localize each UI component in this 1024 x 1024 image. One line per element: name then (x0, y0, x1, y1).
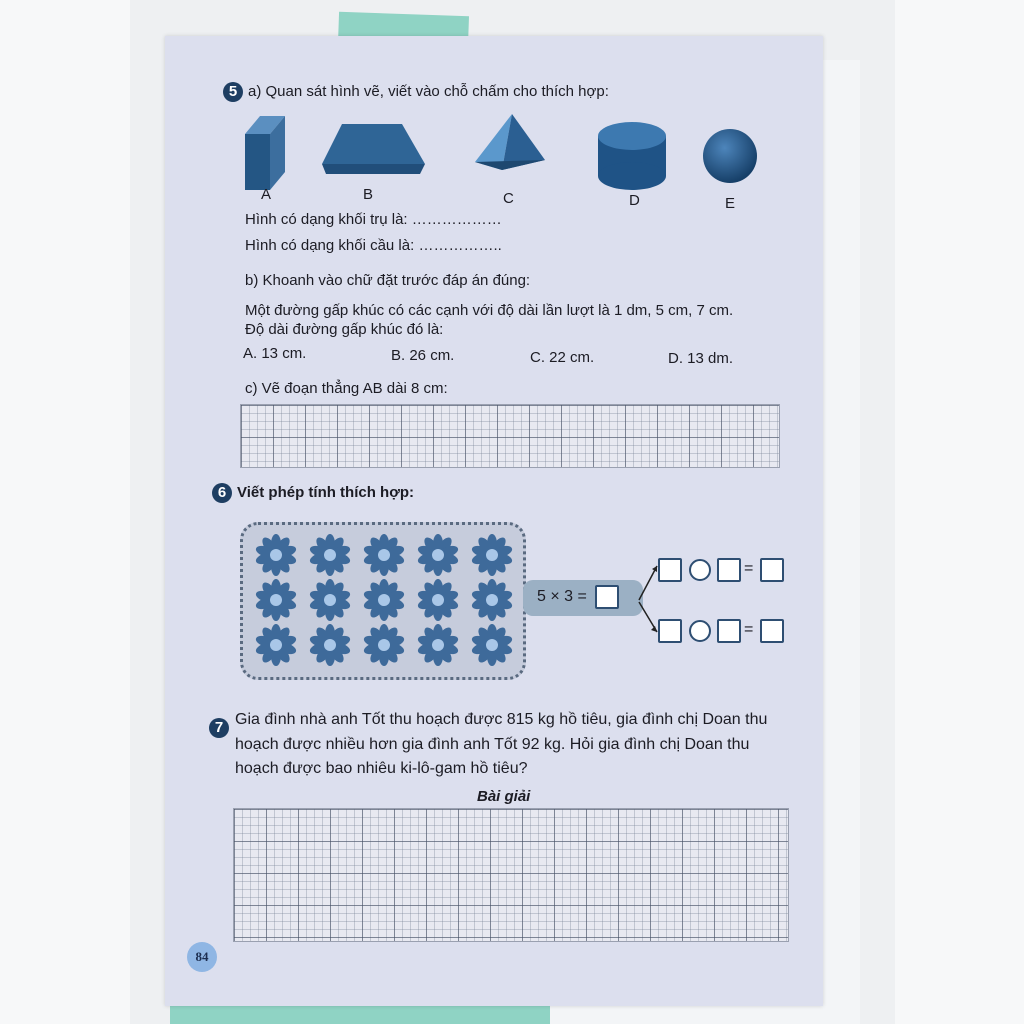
flower-icon (362, 579, 405, 621)
flower-icon (308, 579, 351, 621)
drawing-grid-5c[interactable] (240, 404, 780, 468)
shape-label-b: B (363, 186, 374, 203)
flower-icon (416, 624, 459, 666)
question-5-number: 5 (223, 82, 243, 102)
bottom-operand-2-box[interactable] (717, 619, 741, 643)
bottom-operand-1-box[interactable] (658, 619, 682, 643)
question-6-title: Viết phép tính thích hợp: (237, 484, 415, 501)
pyramid-icon (475, 114, 545, 170)
option-c[interactable]: C. 22 cm. (530, 349, 595, 366)
question-5c-prompt: c) Vẽ đoạn thẳng AB dài 8 cm: (245, 380, 448, 397)
question-5b-prompt: b) Khoanh vào chữ đặt trước đáp án đúng: (245, 272, 531, 289)
flower-icon (254, 579, 297, 621)
flower-icon (254, 534, 297, 576)
solution-label: Bài giải (477, 788, 531, 805)
flower-icon (416, 534, 459, 576)
flower-icon (362, 534, 405, 576)
question-7-text-3: hoạch được bao nhiêu ki-lô-gam hồ tiêu? (235, 760, 528, 777)
top-result-box[interactable] (760, 558, 784, 582)
flower-icon (470, 534, 513, 576)
product-expression (523, 580, 643, 616)
background-right (895, 0, 1024, 1024)
top-operator-circle[interactable] (689, 559, 711, 581)
flower-icon (470, 579, 513, 621)
flower-icon (362, 624, 405, 666)
shape-label-e: E (725, 195, 736, 212)
option-a[interactable]: A. 13 cm. (243, 345, 307, 362)
question-7-number: 7 (209, 718, 229, 738)
flower-icon (416, 579, 459, 621)
shapes-figure (240, 110, 760, 220)
bottom-result-box[interactable] (760, 619, 784, 643)
sphere-answer-line[interactable]: Hình có dạng khối cầu là: …………….. (245, 237, 502, 254)
background-left (0, 0, 130, 1024)
question-6-number: 6 (212, 483, 232, 503)
page-number-badge (187, 942, 217, 972)
option-b[interactable]: B. 26 cm. (391, 347, 455, 364)
shape-label-d: D (629, 192, 640, 209)
flower-icon (254, 624, 297, 666)
question-5b-text-2: Độ dài đường gấp khúc đó là: (245, 321, 444, 338)
shape-label-a: A (261, 186, 272, 203)
prism-icon (245, 116, 285, 190)
shape-label-c: C (503, 190, 514, 207)
trapezoid-prism-icon (322, 124, 425, 174)
top-operand-1-box[interactable] (658, 558, 682, 582)
flower-frame (240, 522, 526, 680)
cylinder-answer-line[interactable]: Hình có dạng khối trụ là: ……………… (245, 211, 502, 228)
top-operand-2-box[interactable] (717, 558, 741, 582)
flower-grid (249, 531, 517, 671)
product-text: 5 × 3 = (537, 588, 587, 605)
flower-icon (308, 624, 351, 666)
option-d[interactable]: D. 13 dm. (668, 350, 734, 367)
question-5b-text-1: Một đường gấp khúc có các cạnh với độ dài lần lượt là 1 dm, 5 cm, 7 cm. (245, 302, 734, 319)
bottom-operator-circle[interactable] (689, 620, 711, 642)
page-number: 84 (195, 949, 209, 964)
cylinder-icon (598, 122, 666, 190)
flower-icon (470, 624, 513, 666)
bottom-equals-sign: = (744, 621, 754, 638)
sphere-icon (703, 129, 757, 183)
question-7-text-2: hoạch được nhiều hơn gia đình anh Tốt 92 kg. Hỏi gia đình chị Doan thu (235, 736, 750, 753)
worksheet-page (165, 36, 823, 1006)
flower-icon (308, 534, 351, 576)
question-5a-prompt: a) Quan sát hình vẽ, viết vào chỗ chấm cho thích hợp: (248, 83, 609, 100)
question-7-text-1: Gia đình nhà anh Tốt thu hoạch được 815 kg hồ tiêu, gia đình chị Doan thu (235, 711, 768, 728)
product-answer-box[interactable] (595, 585, 619, 609)
solution-grid[interactable] (233, 808, 789, 942)
top-equals-sign: = (744, 560, 754, 577)
